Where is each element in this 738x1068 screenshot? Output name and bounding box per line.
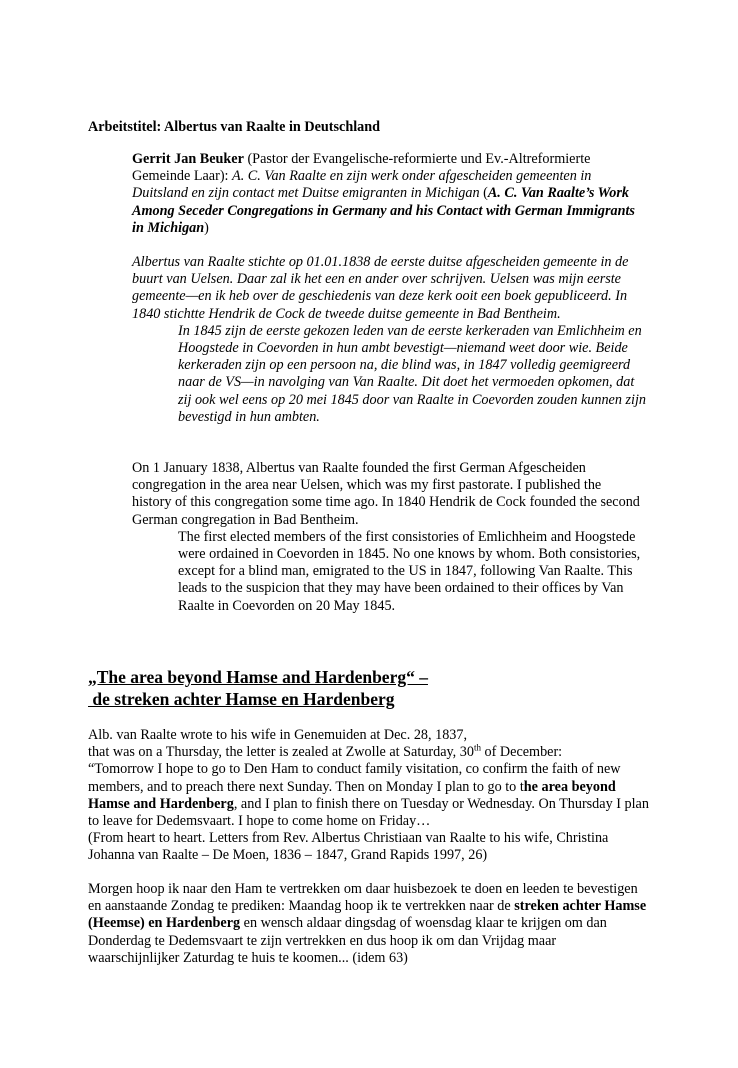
- letter-quote-text-end: , and I plan to finish there on Tuesday or Wednesday. On Thursday I plan to leave for Dedemsvaart. I hope to come home on Friday…: [88, 795, 649, 830]
- letter-intro-superscript: th: [473, 742, 481, 753]
- dutch-quote: [132, 254, 650, 426]
- dutch-letter-text-end: en wensch aldaar dingsdag of woensdag klaar te krijgen om dan Donderdag te Dedemsvaart te zijn vertrekken en dus hoop ik om dan Vrijdag maar waarschijnlijker Zaturdag te huis te koomen... (idem 63): [88, 915, 607, 966]
- dutch-quote-paragraph-1: Albertus van Raalte stichte op 01.01.1838 de eerste duitse afgescheiden gemeente in de buurt van Uelsen. Daar zal ik het een en ander over schrijven. Uelsen was mijn eerste gemeente—en ik heb over de geschiedenis van deze kerk ooit een boek gepubliceerd. In 1840 stichtte Hendrik de Cock de tweede duitse gemeente in Bad Bentheim.: [132, 254, 629, 322]
- letter-intro-line-2: [88, 744, 656, 761]
- letter-quote: [88, 761, 656, 830]
- reference-dutch-title: A. C. Van Raalte en zijn werk onder afgescheiden gemeenten in Duitsland en zijn contact met Duitse emigranten in Michigan: [132, 168, 592, 202]
- dutch-letter-text: Morgen hoop ik naar den Ham te vertrekken om daar huisbezoek te doen en leeden te bevestigen en aanstaande Zondag te prediken: Maandag hoop ik te vertrekken naar de: [88, 881, 638, 915]
- reference-citation: [132, 151, 644, 237]
- letter-intro-line-1: Alb. van Raalte wrote to his wife in Genemuiden at Dec. 28, 1837,: [88, 727, 468, 743]
- working-title: Arbeitstitel: Albertus van Raalte in Deutschland: [88, 119, 381, 135]
- english-translation-paragraph-2: The first elected members of the first consistories of Emlichheim and Hoogstede were ordained in Coevorden in 1845. No one knows by whom. Both consistories, except for a blind man, emigrated to the US in 1847, following Van Raalte. This leads to the suspicion that they may have been ordained to their offices by Van Raalte in Coevorden on 20 May 1845.: [178, 528, 641, 614]
- letter-excerpt: [88, 727, 656, 865]
- english-translation: [132, 460, 644, 615]
- letter-intro-text: that was on a Thursday, the letter is zealed at Zwolle at Saturday, 30: [88, 744, 474, 761]
- reference-open-paren: (: [479, 185, 488, 202]
- reference-close-paren: ): [204, 219, 209, 236]
- reference-author-note: (Pastor der Evangelische-reformierte und Ev.-Altreformierte Gemeinde Laar):: [132, 151, 591, 185]
- dutch-letter: [88, 881, 648, 967]
- section-heading-line-1: „The area beyond Hamse and Hardenberg“ –: [88, 667, 428, 687]
- letter-quote-text: “Tomorrow I hope to go to Den Ham to conduct family visitation, co confirm the faith of new members, and to preach there next Sunday. Then on Monday I plan to go to t: [88, 761, 621, 795]
- dutch-quote-paragraph-2: In 1845 zijn de eerste gekozen leden van de eerste kerkeraden van Emlichheim en Hoogstede in Coevorden in hun ambt bevestigt—niemand weet door wie. Beide kerkeraden zijn op een persoon na, die blind was, in 1847 volledig geemigreerd naar de VS—in navolging van Van Raalte. Dit doet het vermoeden opkomen, dat zij ook wel eens op 20 mei 1845 door van Raalte in Coevorden zouden kunnen zijn bevestigd in hun ambten.: [178, 322, 646, 425]
- letter-quote-highlight: he area beyond Hamse and Hardenberg: [88, 778, 616, 812]
- reference-author: Gerrit Jan Beuker: [132, 151, 244, 167]
- letter-intro-text-end: of December:: [480, 744, 563, 761]
- english-translation-paragraph-1: On 1 January 1838, Albertus van Raalte founded the first German Afgescheiden congregation in the area near Uelsen, which was my first pastorate. I published the history of this congregation some time ago. In 1840 Hendrik de Cock founded the second German congregation in Bad Bentheim.: [132, 460, 640, 528]
- dutch-letter-highlight: streken achter Hamse (Heemse) en Hardenberg: [88, 898, 647, 932]
- section-heading-line-2: de streken achter Hamse en Hardenberg: [88, 689, 395, 709]
- letter-source: (From heart to heart. Letters from Rev. Albertus Christiaan van Raalte to his wife, Christina Johanna van Raalte – De Moen, 1836 – 1847, Grand Rapids 1997, 26): [88, 830, 609, 864]
- reference-english-title: A. C. Van Raalte’s Work Among Seceder Congregations in Germany and his Contact with German Immigrants in Michigan: [132, 185, 635, 236]
